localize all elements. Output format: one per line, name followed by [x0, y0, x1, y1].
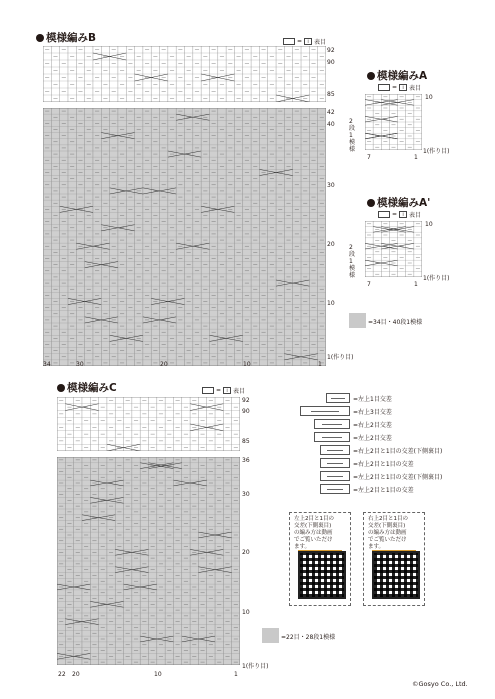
bullet-icon — [367, 199, 375, 207]
chart-b-col-label: 30 — [76, 361, 84, 368]
chart-b-row-label: 20 — [327, 241, 335, 248]
chart-a-col-label: 7 — [367, 154, 371, 161]
chart-c-col-label: 1 — [234, 671, 238, 678]
chart-a-prime-row-label: 10 — [425, 221, 433, 228]
symbol-legend-row: =右上2目と1目の交差(下側裏目) — [300, 445, 442, 455]
chart-b-col-label: 1 — [318, 361, 322, 368]
chart-a-col-label: 1 — [414, 154, 418, 161]
cable-symbol-icon — [320, 471, 350, 481]
chart-c-row-label: 92 — [242, 397, 250, 404]
chart-a-key: = I 表目 — [378, 83, 421, 92]
chart-a-prime-col-label: 7 — [367, 281, 371, 288]
chart-c-row-label: 30 — [242, 491, 250, 498]
qr-caption: 右上2目と1目の 交差(下側裏目) の編み方は動画 でご覧いただけ ます。 — [368, 516, 408, 550]
chart-a-prime-side-note: 2段1模様 — [349, 244, 356, 279]
chart-b-key: = I 表目 — [283, 37, 326, 46]
chart-b-row-label: 85 — [327, 91, 335, 98]
symbol-legend-row: =左上2目と1目の交差 — [300, 484, 414, 494]
chart-b-row-label: 42 — [327, 109, 335, 116]
chart-b-row-label: 10 — [327, 300, 335, 307]
cable-symbol-icon — [314, 432, 350, 442]
qr-code-icon[interactable] — [298, 551, 346, 599]
chart-c-col-label: 10 — [154, 671, 162, 678]
legend-b-swatch — [349, 313, 366, 328]
chart-c-row-label: 90 — [242, 408, 250, 415]
qr-card-right[interactable] — [363, 512, 425, 606]
chart-b-row-label: 1(作り目) — [327, 354, 354, 361]
chart-a-prime-row-label: 1(作り目) — [423, 275, 450, 282]
chart-b-row-label: 90 — [327, 59, 335, 66]
chart-b-main-grid — [43, 108, 326, 366]
chart-c-col-label: 20 — [72, 671, 80, 678]
bullet-icon — [36, 34, 44, 42]
chart-c-row-label: 36 — [242, 457, 250, 464]
chart-a-row-label: 10 — [425, 94, 433, 101]
chart-c-row-label: 10 — [242, 609, 250, 616]
cable-symbol-icon — [314, 419, 350, 429]
cable-symbol-icon — [300, 406, 350, 416]
qr-card-left[interactable] — [289, 512, 351, 606]
chart-b-col-label: 10 — [243, 361, 251, 368]
chart-a-row-label: 1(作り目) — [423, 148, 450, 155]
copyright: ©Gosyo Co., Ltd. — [412, 680, 468, 688]
symbol-legend-row: =左上1目交差 — [300, 393, 392, 403]
symbol-legend-row: =右上3目交差 — [300, 406, 392, 416]
chart-c-key: = I 表目 — [202, 386, 245, 395]
qr-caption: 左上2目と1目の 交差(下側裏目) の編み方は動画 でご覧いただけ ます。 — [294, 516, 334, 550]
chart-a-prime-grid — [365, 221, 422, 277]
cable-symbol-icon — [320, 484, 350, 494]
symbol-legend-row: =左上2目と1目の交差(下側裏目) — [300, 471, 442, 481]
chart-a-prime-title: 模様編みA' — [367, 195, 430, 210]
symbol-legend-row: =右上2目交差 — [300, 419, 392, 429]
chart-c-row-label: 1(作り目) — [242, 663, 269, 670]
chart-c-col-label: 22 — [58, 671, 66, 678]
chart-c-top-grid — [57, 397, 240, 451]
bullet-icon — [57, 384, 65, 392]
chart-b-top-grid — [43, 46, 326, 102]
chart-b-col-label: 20 — [160, 361, 168, 368]
chart-a-grid — [365, 94, 422, 150]
chart-b-row-label: 30 — [327, 182, 335, 189]
chart-c-row-label: 20 — [242, 549, 250, 556]
bullet-icon — [367, 72, 375, 80]
chart-a-prime-key: = I 表目 — [378, 210, 421, 219]
legend-b-text: =34目・40段1模様 — [368, 319, 423, 326]
chart-c-title: 模様編みC — [57, 380, 117, 395]
symbol-legend-row: =右上2目と1目の交差 — [300, 458, 414, 468]
chart-c-main-grid — [57, 457, 240, 665]
chart-a-title: 模様編みA — [367, 68, 427, 83]
symbol-legend-row: =左上2目交差 — [300, 432, 392, 442]
chart-b-col-label: 34 — [43, 361, 51, 368]
chart-b-row-label: 40 — [327, 121, 335, 128]
chart-b-row-label: 92 — [327, 47, 335, 54]
chart-a-prime-col-label: 1 — [414, 281, 418, 288]
chart-a-side-note: 2段1模様 — [349, 118, 356, 153]
qr-code-icon[interactable] — [372, 551, 420, 599]
cable-symbol-icon — [320, 458, 350, 468]
legend-c-swatch — [262, 628, 279, 643]
cable-symbol-icon — [320, 445, 350, 455]
cable-symbol-icon — [326, 393, 350, 403]
legend-c-text: =22目・28段1模様 — [281, 634, 336, 641]
chart-c-row-label: 85 — [242, 438, 250, 445]
chart-b-title: 模様編みB — [36, 30, 96, 45]
